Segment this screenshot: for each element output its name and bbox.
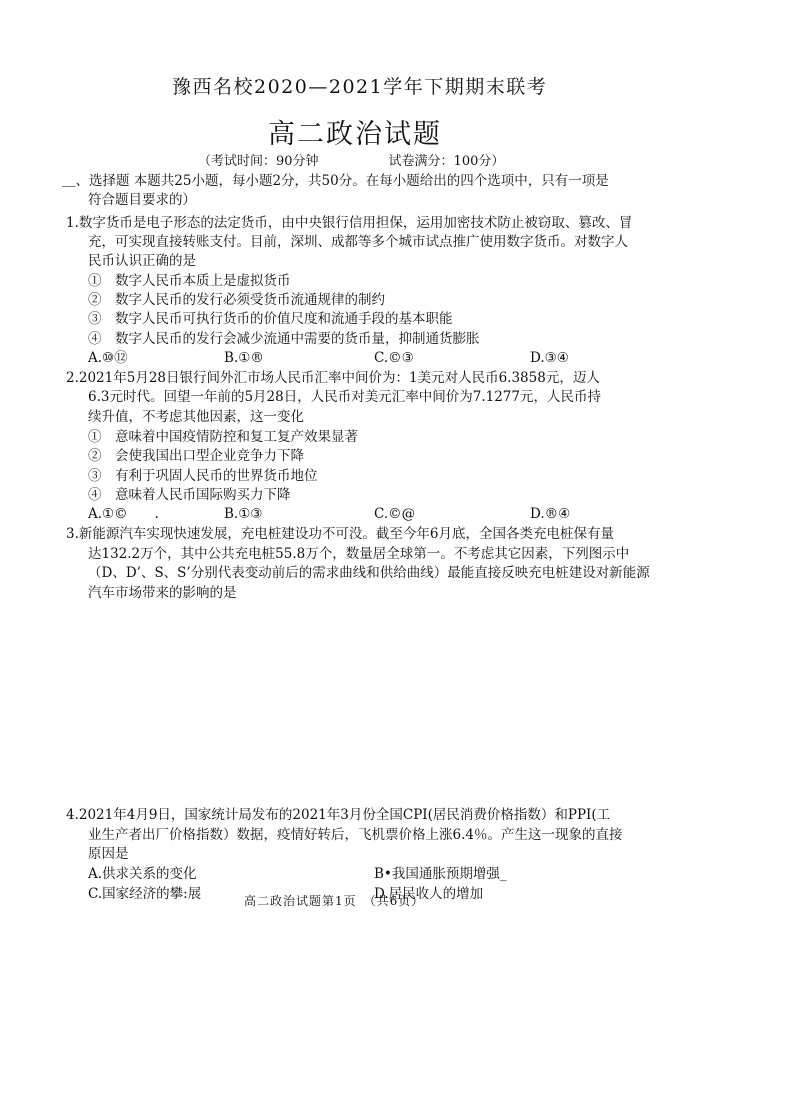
q2-item-3: ③ 有利于巩固人民币的世界货币地位 (88, 468, 318, 484)
section-heading-line-1: ＿、选择题 本题共25小题，每小题2分，共50分。在每小题给出的四个选项中，只有一项是 (62, 173, 609, 189)
q2-choice-d[interactable]: D.®④ (530, 506, 571, 522)
q4-stem-line-3: 原因是 (88, 846, 129, 862)
q1-choices (88, 349, 708, 367)
q2-stem-line-2: 6.3元时代。回望一年前的5月28日，人民币对美元汇率中间价为7.1277元，人民币持 (88, 389, 601, 405)
q1-item-3: ③ 数字人民币可执行货币的价值尺度和流通手段的基本职能 (88, 311, 453, 327)
exam-title: 高二政治试题 (268, 119, 442, 150)
q4-choice-b[interactable]: B•我国通胀预期增强_ (374, 866, 507, 882)
q4-choice-c[interactable]: C.国家经济的攀:展 (88, 886, 202, 902)
q3-stem-line-4: 汽车市场带来的影响的是 (88, 585, 237, 601)
q1-item-1: ① 数字人民币本质上是虚拟货币 (88, 273, 291, 289)
q2-item-1: ① 意味着中国疫情防控和复工复产效果显著 (88, 429, 358, 445)
q3-figure-area (90, 608, 710, 778)
q2-choice-c[interactable]: C.©@ (374, 506, 416, 522)
q4-stem-line-2: 业生产者出厂价格指数）数据，疫情好转后，飞机票价格上涨6.4％。产生这一现象的直接 (88, 827, 623, 843)
q2-stem-line-1: 2.2021年5月28日银行间外汇市场人民币汇率中间价为：1美元对人民币6.3858元，迈人 (66, 370, 600, 386)
q2-choice-b[interactable]: B.①③ (224, 506, 263, 522)
exam-score: 试卷满分：100分） (388, 154, 505, 169)
q1-item-4: ④ 数字人民币的发行会减少流通中需要的货币量，抑制通货膨胀 (88, 331, 480, 347)
school-title: 豫西名校2020—2021学年下期期末联考 (172, 76, 548, 98)
q4-stem-line-1: 4.2021年4月9日，国家统计局发布的2021年3月份全国CPI(居民消费价格指数）和PPI(工 (66, 807, 611, 823)
q3-stem-line-2: 达132.2万个，其中公共充电桩55.8万个，数量居全球第一。不考虑其它因素，下列图示中 (88, 546, 630, 562)
q2-choices (88, 505, 708, 523)
q1-stem-line-2: 充，可实现直接转账支付。目前，深圳、成都等多个城市试点推广使用数字货币。对数字人 (88, 234, 628, 250)
q3-stem-line-1: 3.新能源汽车实现快速发展，充电桩建设功不可没。截至今年6月底，全国各类充电桩保有量 (66, 526, 614, 542)
q1-stem-line-1: 1.数字货币是电子形态的法定货币，由中央银行信用担保，运用加密技术防止被窃取、篡改、冒 (66, 215, 633, 231)
q1-stem-line-3: 民币认识正确的是 (88, 253, 196, 269)
q2-item-2: ② 会使我国出口型企业竞争力下降 (88, 448, 304, 464)
page-footer: 高二政治试题第1页 （共6页） (244, 894, 425, 908)
q2-stem-line-3: 续升值，不考虑其他因素，这一变化 (88, 409, 304, 425)
q1-choice-a[interactable]: A.⑩⑫ (88, 350, 128, 366)
q4-choice-d[interactable]: D.居民收人的增加 (374, 886, 484, 902)
q4-choice-a[interactable]: A.供求关系的变化 (88, 866, 197, 882)
exam-info (198, 150, 504, 169)
q1-item-2: ② 数字人民币的发行必须受货币流通规律的制约 (88, 292, 385, 308)
q2-choice-a[interactable]: A.①© . (88, 506, 159, 522)
q1-choice-b[interactable]: B.①® (224, 350, 264, 366)
section-heading-line-2: 符合题目要求的） (88, 192, 196, 208)
q3-stem-line-3: （D、D’、S、S’分别代表变动前后的需求曲线和供给曲线）最能直接反映充电桩建设对新能源 (88, 565, 650, 581)
q1-choice-c[interactable]: C.©③ (374, 350, 414, 366)
exam-time: （考试时间：90分钟 (198, 154, 319, 169)
q2-item-4: ④ 意味着人民币国际购买力下降 (88, 487, 291, 503)
q1-choice-d[interactable]: D.③④ (530, 350, 569, 366)
